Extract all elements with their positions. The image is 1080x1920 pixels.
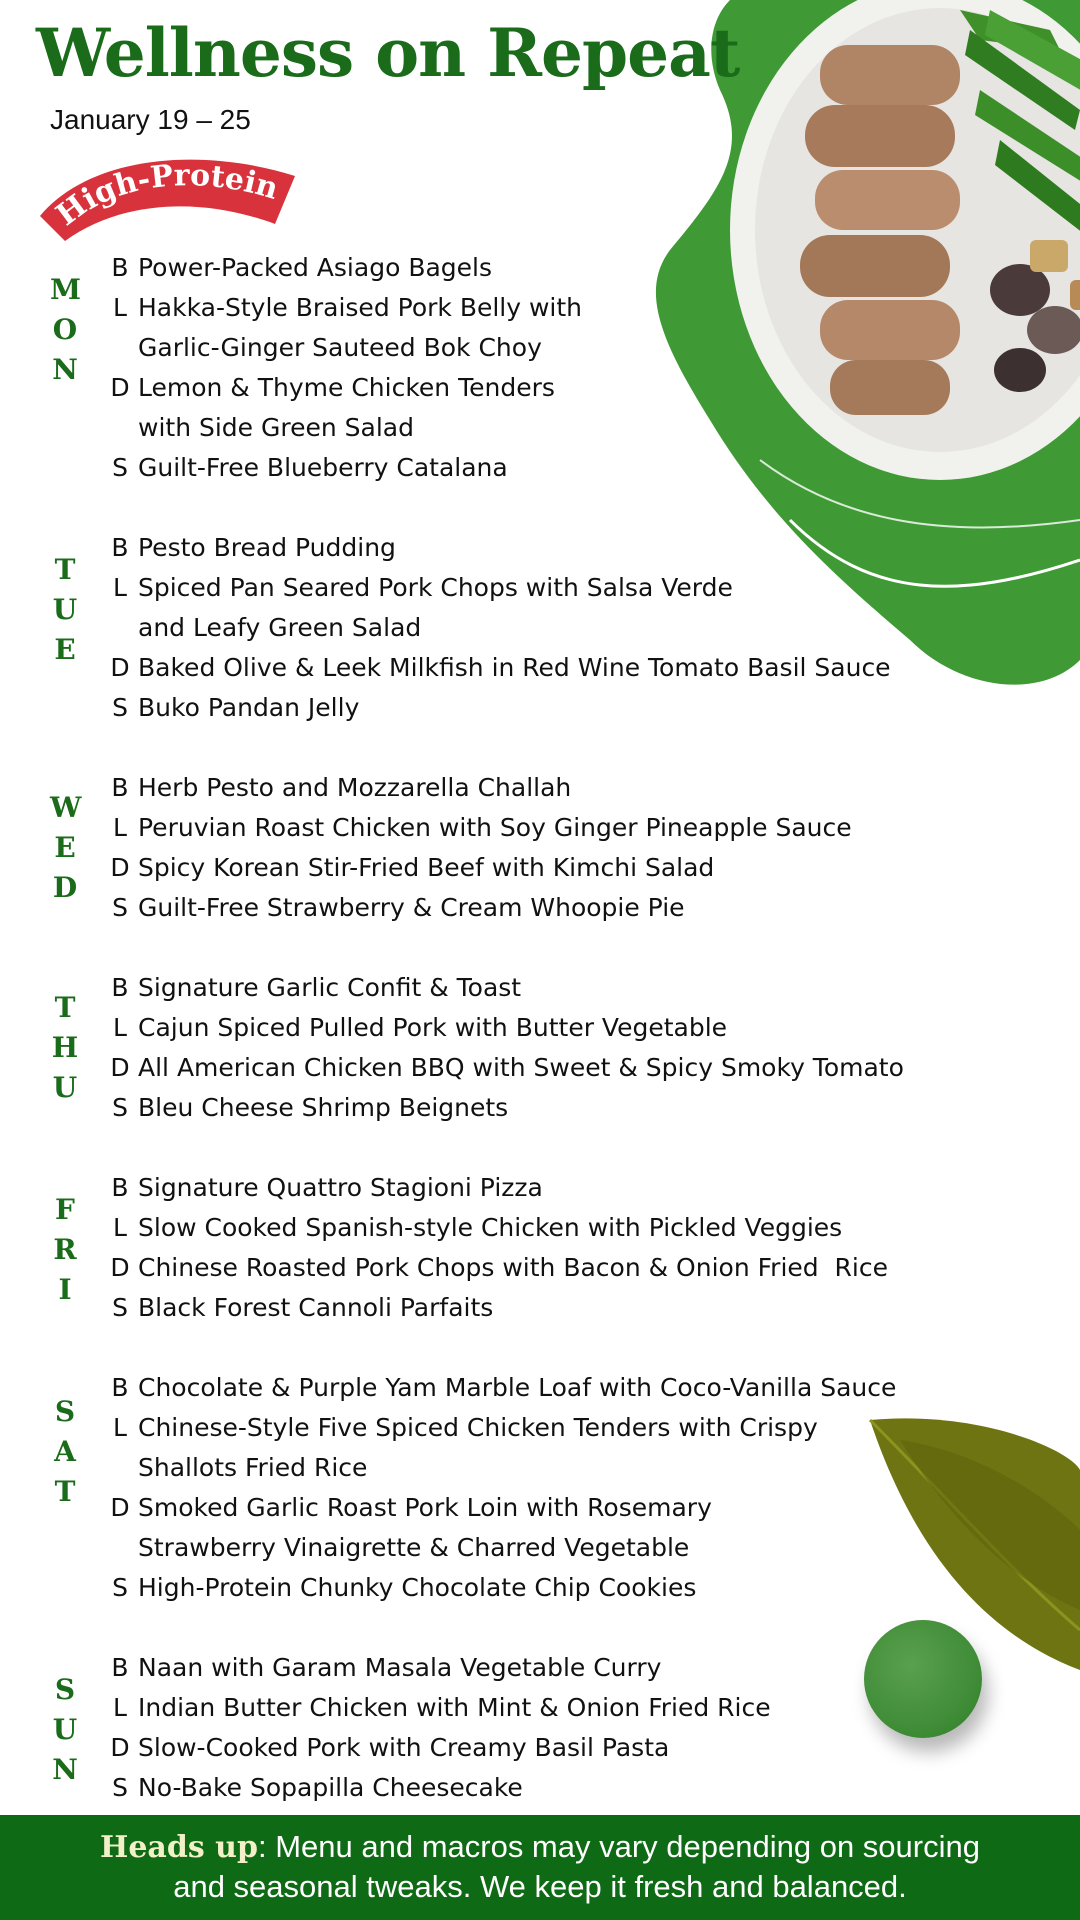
day-label	[50, 1392, 80, 1512]
meal-list	[108, 768, 852, 928]
meal-text: Spicy Korean Stir-Fried Beef with Kimchi Salad	[138, 853, 715, 882]
day-letter: N	[52, 353, 78, 386]
meal-text: No-Bake Sopapilla Cheesecake	[138, 1773, 523, 1802]
day-label	[50, 788, 80, 908]
meal-lunch	[108, 568, 891, 648]
meal-breakfast	[108, 1368, 896, 1408]
meal-lunch	[108, 1688, 771, 1728]
meal-dinner	[108, 648, 891, 688]
day-letter: T	[54, 1475, 76, 1508]
meal-snack	[108, 1088, 904, 1128]
day-label	[50, 550, 80, 670]
meal-text: Pesto Bread Pudding	[138, 533, 396, 562]
day-letter: U	[52, 1713, 78, 1746]
meal-text: Indian Butter Chicken with Mint & Onion Fried Rice	[138, 1693, 771, 1722]
meal-code: B	[111, 973, 129, 1002]
meal-list	[108, 248, 582, 488]
meal-breakfast	[108, 528, 891, 568]
meal-code: L	[113, 293, 127, 322]
day-letter: N	[52, 1753, 78, 1786]
meal-lunch	[108, 1008, 904, 1048]
footer-lead: Heads up	[100, 1830, 258, 1865]
meal-text: Lemon & Thyme Chicken Tenders with Side Green Salad	[138, 373, 555, 442]
day-label	[50, 988, 80, 1108]
footer-text: : Menu and macros may vary depending on sourcing and seasonal tweaks. We keep it fresh and balanced.	[173, 1829, 980, 1904]
meal-code: S	[112, 1573, 128, 1602]
date-range: January 19 – 25	[50, 104, 251, 135]
meal-dinner	[108, 848, 852, 888]
meal-text: Smoked Garlic Roast Pork Loin with Rosemary Strawberry Vinaigrette & Charred Vegetable	[138, 1493, 712, 1562]
meal-snack	[108, 1568, 896, 1608]
meal-text: Guilt-Free Strawberry & Cream Whoopie Pie	[138, 893, 685, 922]
day-letter: M	[50, 273, 81, 306]
meal-code: D	[110, 1053, 130, 1082]
day-letter: R	[53, 1233, 77, 1266]
footer-notice	[0, 1815, 1080, 1920]
meal-code: S	[112, 893, 128, 922]
meal-snack	[108, 1288, 888, 1328]
day-label	[50, 1670, 80, 1790]
meal-text: Naan with Garam Masala Vegetable Curry	[138, 1653, 662, 1682]
meal-code: B	[111, 1653, 129, 1682]
pork-dish-plate-image	[720, 0, 1080, 510]
meal-breakfast	[108, 1168, 888, 1208]
meal-list	[108, 1648, 771, 1808]
meal-code: D	[110, 853, 130, 882]
meal-text: Bleu Cheese Shrimp Beignets	[138, 1093, 509, 1122]
meal-text: Signature Garlic Confit & Toast	[138, 973, 522, 1002]
meal-code: S	[112, 1773, 128, 1802]
meal-text: Spiced Pan Seared Pork Chops with Salsa Verde and Leafy Green Salad	[138, 573, 733, 642]
meal-code: D	[110, 1733, 130, 1762]
meal-lunch	[108, 1408, 896, 1488]
meal-breakfast	[108, 1648, 771, 1688]
meal-snack	[108, 888, 852, 928]
meal-code: L	[113, 573, 127, 602]
day-letter: A	[54, 1435, 76, 1468]
day-letter: E	[54, 831, 76, 864]
day-letter: I	[58, 1273, 72, 1306]
meal-text: Signature Quattro Stagioni Pizza	[138, 1173, 543, 1202]
day-letter: F	[55, 1193, 75, 1226]
day-letter: O	[52, 313, 78, 346]
day-letter: U	[52, 593, 78, 626]
badge-label: High-Protein	[49, 158, 283, 233]
meal-text: Slow Cooked Spanish-style Chicken with Pickled Veggies	[138, 1213, 843, 1242]
meal-list	[108, 968, 904, 1128]
meal-code: L	[113, 1013, 127, 1042]
meal-code: S	[112, 1093, 128, 1122]
meal-code: L	[113, 1213, 127, 1242]
meal-code: B	[111, 253, 129, 282]
meal-text: All American Chicken BBQ with Sweet & Spicy Smoky Tomato	[138, 1053, 904, 1082]
meal-text: Chinese Roasted Pork Chops with Bacon & Onion Fried Rice	[138, 1253, 888, 1282]
meal-text: High-Protein Chunky Chocolate Chip Cookies	[138, 1573, 697, 1602]
meal-dinner	[108, 1048, 904, 1088]
day-label	[50, 1190, 80, 1310]
meal-text: Cajun Spiced Pulled Pork with Butter Vegetable	[138, 1013, 728, 1042]
meal-code: D	[110, 373, 130, 402]
meal-code: B	[111, 773, 129, 802]
meal-text: Chocolate & Purple Yam Marble Loaf with Coco-Vanilla Sauce	[138, 1373, 897, 1402]
day-letter: E	[54, 633, 76, 666]
high-protein-badge	[30, 146, 300, 246]
meal-list	[108, 1168, 888, 1328]
day-letter: H	[51, 1031, 79, 1064]
green-circle-decoration	[864, 1620, 982, 1738]
meal-text: Herb Pesto and Mozzarella Challah	[138, 773, 572, 802]
day-letter: T	[54, 991, 76, 1024]
meal-code: L	[113, 1413, 127, 1442]
meal-text: Peruvian Roast Chicken with Soy Ginger Pineapple Sauce	[138, 813, 852, 842]
meal-snack	[108, 1768, 771, 1808]
meal-list	[108, 528, 891, 728]
meal-text: Baked Olive & Leek Milkfish in Red Wine Tomato Basil Sauce	[138, 653, 891, 682]
meal-code: D	[110, 653, 130, 682]
meal-text: Slow-Cooked Pork with Creamy Basil Pasta	[138, 1733, 670, 1762]
meal-dinner	[108, 1488, 896, 1568]
meal-code: L	[113, 813, 127, 842]
meal-code: B	[111, 1373, 129, 1402]
meal-lunch	[108, 288, 582, 368]
meal-lunch	[108, 808, 852, 848]
meal-code: B	[111, 533, 129, 562]
meal-code: S	[112, 453, 128, 482]
meal-dinner	[108, 368, 582, 448]
meal-text: Guilt-Free Blueberry Catalana	[138, 453, 508, 482]
meal-code: S	[112, 1293, 128, 1322]
meal-dinner	[108, 1248, 888, 1288]
day-label	[50, 270, 80, 390]
menu-title: Wellness on Repeat	[36, 14, 740, 92]
meal-lunch	[108, 1208, 888, 1248]
meal-text: Black Forest Cannoli Parfaits	[138, 1293, 494, 1322]
meal-breakfast	[108, 768, 852, 808]
day-letter: S	[54, 1395, 76, 1428]
meal-dinner	[108, 1728, 771, 1768]
meal-code: D	[110, 1253, 130, 1282]
meal-snack	[108, 688, 891, 728]
meal-code: S	[112, 693, 128, 722]
day-letter: U	[52, 1071, 78, 1104]
meal-text: Hakka-Style Braised Pork Belly with Garlic-Ginger Sauteed Bok Choy	[138, 293, 583, 362]
meal-breakfast	[108, 248, 582, 288]
meal-code: D	[110, 1493, 130, 1522]
day-letter: W	[50, 791, 82, 824]
meal-breakfast	[108, 968, 904, 1008]
day-letter: S	[54, 1673, 76, 1706]
meal-text: Buko Pandan Jelly	[138, 693, 360, 722]
meal-code: L	[113, 1693, 127, 1722]
meal-list	[108, 1368, 896, 1608]
day-letter: D	[52, 871, 78, 904]
meal-text: Chinese-Style Five Spiced Chicken Tenders with Crispy Shallots Fried Rice	[138, 1413, 818, 1482]
meal-code: B	[111, 1173, 129, 1202]
meal-snack	[108, 448, 582, 488]
meal-text: Power-Packed Asiago Bagels	[138, 253, 493, 282]
day-letter: T	[54, 553, 76, 586]
